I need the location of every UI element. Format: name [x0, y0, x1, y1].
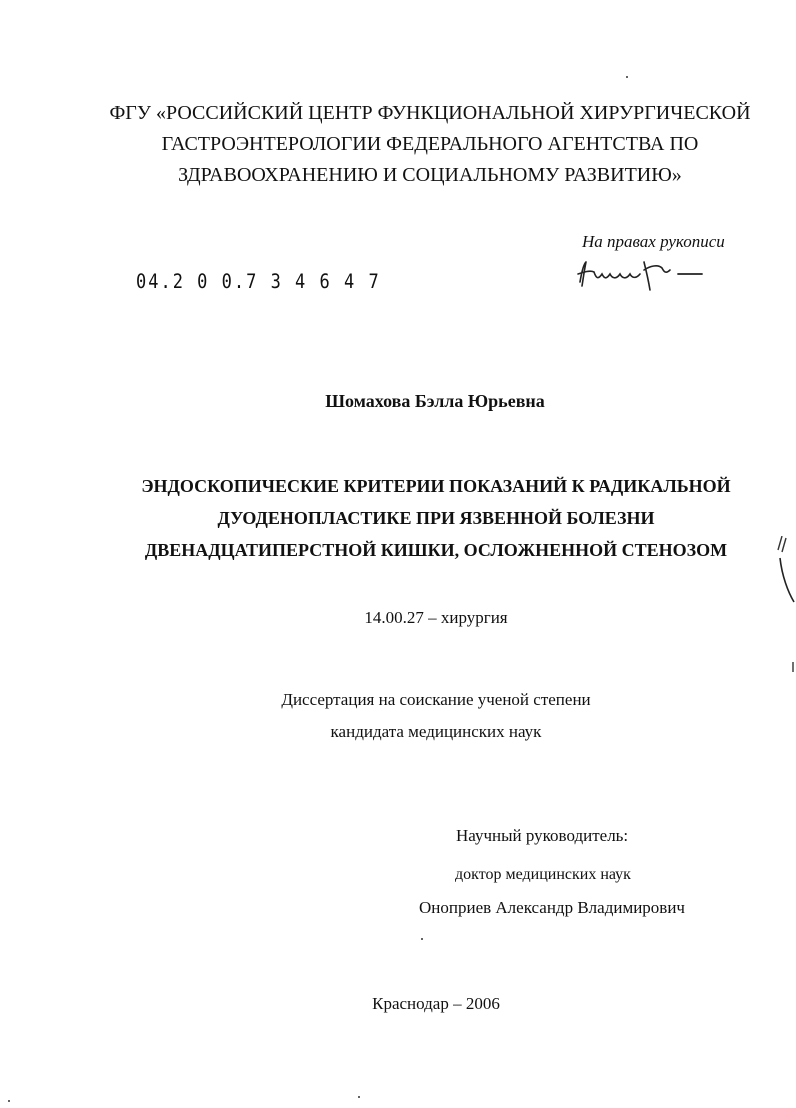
- specialty: 14.00.27 – хирургия: [364, 608, 508, 627]
- organization-line-3: ЗДРАВООХРАНЕНИЮ И СОЦИАЛЬНОМУ РАЗВИТИЮ»: [178, 164, 682, 186]
- supervisor-degree: доктор медицинских наук: [455, 866, 631, 883]
- title-line-2: ДУОДЕНОПЛАСТИКЕ ПРИ ЯЗВЕННОЙ БОЛЕЗНИ: [217, 508, 655, 528]
- author-name: Шомахова Бэлла Юрьевна: [325, 391, 545, 411]
- dissertation-degree: [0, 684, 796, 748]
- manuscript-note: На правах рукописи: [582, 232, 725, 251]
- city-year: Краснодар – 2006: [372, 994, 500, 1013]
- supervisor-name: Оноприев Александр Владимирович: [419, 898, 685, 917]
- title-line-3: ДВЕНАДЦАТИПЕРСТНОЙ КИШКИ, ОСЛОЖНЕННОЙ СТЕНОЗОМ: [144, 540, 728, 560]
- scan-speck: [358, 1096, 360, 1098]
- scan-speck: [421, 938, 423, 940]
- registration-number: 04.2 0 0.7 3 4 6 4 7: [136, 270, 381, 294]
- organization-header: [30, 98, 796, 191]
- supervisor-label: Научный руководитель:: [456, 826, 629, 845]
- title-line-1: ЭНДОСКОПИЧЕСКИЕ КРИТЕРИИ ПОКАЗАНИЙ К РАДИКАЛЬНОЙ: [141, 476, 731, 496]
- dissertation-line-1: Диссертация на соискание ученой степени: [281, 690, 591, 709]
- scan-speck: [626, 76, 628, 78]
- organization-line-2: ГАСТРОЭНТЕРОЛОГИИ ФЕДЕРАЛЬНОГО АГЕНТСТВА ПО: [161, 133, 699, 155]
- signature-image: [574, 252, 714, 294]
- organization-line-1: ФГУ «РОССИЙСКИЙ ЦЕНТР ФУНКЦИОНАЛЬНОЙ ХИРУРГИЧЕСКОЙ: [109, 102, 751, 124]
- scan-speck: [8, 1100, 10, 1102]
- dissertation-title: [0, 470, 796, 566]
- dissertation-line-2: кандидата медицинских наук: [330, 722, 542, 741]
